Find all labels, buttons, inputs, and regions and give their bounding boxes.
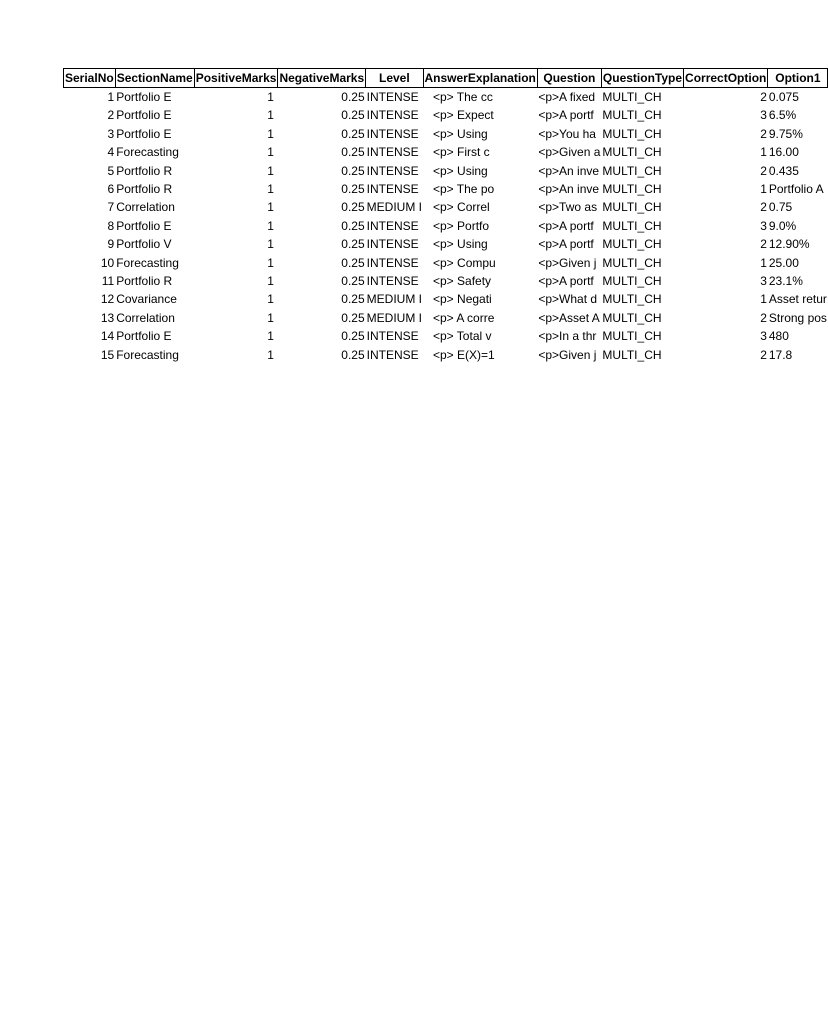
table-cell[interactable]: <p>An inve	[538, 163, 600, 178]
column-header[interactable]: Question	[537, 69, 601, 88]
table-cell[interactable]: Portfolio A	[768, 182, 824, 197]
table-cell[interactable]: 1	[267, 347, 274, 362]
table-cell[interactable]: <p> The cc	[433, 90, 493, 104]
table-cell[interactable]: 15	[100, 347, 115, 362]
table-cell[interactable]: 0.25	[341, 310, 365, 325]
table-cell[interactable]: 1	[267, 274, 274, 289]
table-cell[interactable]: Covariance	[116, 292, 177, 307]
column-header[interactable]: SectionName	[115, 69, 194, 88]
table-cell[interactable]: <p>What d	[538, 292, 598, 307]
table-row	[64, 254, 828, 272]
table-cell[interactable]: 7	[107, 200, 115, 215]
table-cell[interactable]: 0.25	[341, 90, 365, 104]
column-header[interactable]: CorrectOption	[684, 69, 768, 88]
table-cell[interactable]: 25.00	[768, 255, 799, 270]
table-cell[interactable]: 1	[267, 163, 274, 178]
spreadsheet	[63, 68, 828, 364]
column-header[interactable]: PositiveMarks	[194, 69, 278, 88]
table-cell[interactable]: 1	[760, 292, 767, 307]
table-cell[interactable]: Forecasting	[116, 347, 179, 362]
table-cell[interactable]: INTENSE	[366, 347, 419, 362]
table-cell[interactable]: 3	[760, 108, 767, 123]
table-cell[interactable]: <p>A portf	[538, 237, 594, 252]
table-cell[interactable]: Portfolio E	[116, 108, 172, 123]
table-cell[interactable]: Forecasting	[116, 255, 179, 270]
table-row	[64, 180, 828, 198]
table-cell[interactable]: <p> Using	[433, 237, 488, 252]
table-cell[interactable]: 2	[760, 310, 767, 325]
table-cell[interactable]: <p> Total v	[433, 329, 492, 344]
table-cell[interactable]: 17.8	[768, 347, 793, 362]
table-cell[interactable]: 1	[267, 145, 274, 160]
table-row	[64, 162, 828, 180]
table-row	[64, 106, 828, 124]
table-cell[interactable]: MEDIUM I	[366, 292, 422, 307]
table-cell[interactable]: 0.25	[341, 108, 365, 123]
table-cell[interactable]: 1	[267, 108, 274, 123]
table-cell[interactable]: MULTI_CH	[602, 182, 662, 197]
table-cell[interactable]: <p> The po	[433, 182, 495, 197]
table-cell[interactable]: INTENSE	[366, 255, 419, 270]
table-cell[interactable]: MULTI_CH	[602, 347, 662, 362]
table-cell[interactable]: INTENSE	[366, 237, 419, 252]
table-cell[interactable]: 2	[760, 200, 767, 215]
table-cell[interactable]: Portfolio V	[116, 237, 172, 252]
table-cell[interactable]: <p> Expect	[433, 108, 494, 123]
table-cell[interactable]: 12	[100, 292, 115, 307]
table-cell[interactable]: 0.435	[768, 163, 799, 178]
table-cell[interactable]: <p> Correl	[433, 200, 490, 215]
table-cell[interactable]: 0.25	[341, 163, 365, 178]
table-cell[interactable]: 2	[107, 108, 115, 123]
table-cell[interactable]: 1	[760, 145, 767, 160]
table-cell[interactable]: <p>Two as	[538, 200, 598, 215]
table-cell[interactable]: 0.075	[768, 90, 799, 104]
table-cell[interactable]: INTENSE	[366, 274, 419, 289]
table-cell[interactable]: 1	[267, 182, 274, 197]
table-cell[interactable]: 1	[760, 255, 767, 270]
data-table	[63, 68, 828, 364]
table-cell[interactable]: 14	[100, 329, 115, 344]
table-cell[interactable]: 8	[107, 218, 115, 233]
table-cell[interactable]: 1	[267, 329, 274, 344]
column-header[interactable]: AnswerExplanation	[423, 69, 537, 88]
table-cell[interactable]: MULTI_CH	[602, 237, 662, 252]
table-cell[interactable]: <p>In a thr	[538, 329, 597, 344]
table-cell[interactable]: <p> Using	[433, 126, 488, 141]
table-cell[interactable]: 0.25	[341, 182, 365, 197]
table-cell[interactable]: Strong pos	[768, 310, 827, 325]
table-cell[interactable]: MULTI_CH	[602, 329, 662, 344]
table-cell[interactable]: 0.25	[341, 218, 365, 233]
table-cell[interactable]: MULTI_CH	[602, 310, 662, 325]
table-cell[interactable]: 5	[107, 163, 115, 178]
table-cell[interactable]: 16.00	[768, 145, 799, 160]
table-cell[interactable]: Asset retur	[768, 292, 827, 307]
table-cell[interactable]: 2	[760, 347, 767, 362]
table-cell[interactable]: MULTI_CH	[602, 163, 662, 178]
column-header[interactable]: Level	[366, 69, 423, 88]
table-cell[interactable]: INTENSE	[366, 329, 419, 344]
table-cell[interactable]: <p>A portf	[538, 274, 594, 289]
table-cell[interactable]: 1	[107, 90, 115, 104]
table-cell[interactable]: 0.25	[341, 126, 365, 141]
table-cell[interactable]: INTENSE	[366, 163, 419, 178]
table-cell[interactable]: 2	[760, 163, 767, 178]
table-cell[interactable]: INTENSE	[366, 218, 419, 233]
table-cell[interactable]: INTENSE	[366, 126, 419, 141]
table-cell[interactable]: 1	[267, 90, 274, 104]
table-cell[interactable]: 0.75	[768, 200, 793, 215]
table-cell[interactable]: INTENSE	[366, 182, 419, 197]
table-cell[interactable]: <p> A corre	[433, 310, 495, 325]
table-cell[interactable]: MULTI_CH	[602, 108, 662, 123]
table-cell[interactable]: 9	[107, 237, 115, 252]
table-row	[64, 235, 828, 253]
table-cell[interactable]: 1	[267, 200, 274, 215]
table-cell[interactable]: 1	[267, 292, 274, 307]
table-cell[interactable]: 1	[267, 126, 274, 141]
table-cell[interactable]: <p>A fixed	[538, 90, 596, 104]
table-cell[interactable]: MULTI_CH	[602, 274, 662, 289]
table-cell[interactable]: MEDIUM I	[366, 310, 422, 325]
table-row	[64, 309, 828, 327]
table-cell[interactable]: MULTI_CH	[602, 292, 662, 307]
table-cell[interactable]: 2	[760, 90, 767, 104]
table-cell[interactable]: <p>An inve	[538, 182, 600, 197]
table-cell[interactable]: 10	[100, 255, 115, 270]
table-cell[interactable]: <p> First c	[433, 145, 490, 160]
table-cell[interactable]: <p> Negati	[433, 292, 492, 307]
table-cell[interactable]: <p>You ha	[538, 126, 596, 141]
table-cell[interactable]: 0.25	[341, 237, 365, 252]
column-header[interactable]: QuestionType	[601, 69, 683, 88]
table-row	[64, 272, 828, 290]
table-cell[interactable]: 480	[768, 329, 789, 344]
table-cell[interactable]: <p> Portfo	[433, 218, 490, 233]
table-cell[interactable]: INTENSE	[366, 108, 419, 123]
column-header[interactable]: NegativeMarks	[278, 69, 366, 88]
table-cell[interactable]: <p> E(X)=1	[433, 347, 495, 362]
table-cell[interactable]: <p> Compu	[433, 255, 496, 270]
table-cell[interactable]: 1	[267, 255, 274, 270]
table-cell[interactable]: 0.25	[341, 347, 365, 362]
table-cell[interactable]: MEDIUM I	[366, 200, 422, 215]
table-cell[interactable]: MULTI_CH	[602, 218, 662, 233]
table-cell[interactable]: Correlation	[116, 200, 175, 215]
table-cell[interactable]: 9.75%	[768, 126, 803, 141]
table-cell[interactable]: 13	[100, 310, 115, 325]
table-cell[interactable]: <p>A portf	[538, 218, 594, 233]
table-cell[interactable]: <p> Safety	[433, 274, 492, 289]
table-cell[interactable]: <p>Given j	[538, 255, 597, 270]
table-body	[64, 88, 828, 365]
table-cell[interactable]: 1	[760, 182, 767, 197]
table-cell[interactable]: 3	[760, 274, 767, 289]
table-cell[interactable]: MULTI_CH	[602, 255, 662, 270]
column-header[interactable]: SerialNo	[64, 69, 116, 88]
table-cell[interactable]: MULTI_CH	[602, 200, 662, 215]
table-cell[interactable]: 2	[760, 237, 767, 252]
table-cell[interactable]: Portfolio E	[116, 218, 172, 233]
table-cell[interactable]: Portfolio E	[116, 126, 172, 141]
table-cell[interactable]: 2	[760, 126, 767, 141]
table-cell[interactable]: 6.5%	[768, 108, 797, 123]
table-cell[interactable]: 11	[101, 274, 115, 289]
table-row	[64, 88, 828, 107]
table-cell[interactable]: 4	[107, 145, 115, 160]
table-cell[interactable]: <p>A portf	[538, 108, 594, 123]
table-cell[interactable]: <p> Using	[433, 163, 488, 178]
table-cell[interactable]: MULTI_CH	[602, 126, 662, 141]
table-cell[interactable]: MULTI_CH	[602, 90, 662, 104]
table-cell[interactable]: 3	[760, 218, 767, 233]
table-cell[interactable]: <p>Given j	[538, 347, 597, 362]
table-cell[interactable]: 0.25	[341, 292, 365, 307]
table-cell[interactable]: Portfolio R	[116, 163, 173, 178]
table-cell[interactable]: 1	[267, 310, 274, 325]
table-row	[64, 198, 828, 216]
table-cell[interactable]: MULTI_CH	[602, 145, 662, 160]
table-cell[interactable]: 0.25	[341, 200, 365, 215]
column-header[interactable]: Option1	[768, 69, 828, 88]
table-cell[interactable]: INTENSE	[366, 145, 419, 160]
table-cell[interactable]: Correlation	[116, 310, 175, 325]
table-row	[64, 217, 828, 235]
table-cell[interactable]: 9.0%	[768, 218, 797, 233]
table-cell[interactable]: INTENSE	[366, 90, 419, 104]
table-cell[interactable]: 1	[267, 237, 274, 252]
table-cell[interactable]: 6	[107, 182, 115, 197]
header-row	[64, 69, 828, 88]
table-row	[64, 290, 828, 308]
table-cell[interactable]: 0.25	[341, 255, 365, 270]
table-cell[interactable]: 3	[760, 329, 767, 344]
table-cell[interactable]: Portfolio R	[116, 274, 173, 289]
table-cell[interactable]: Portfolio R	[116, 182, 173, 197]
table-cell[interactable]: 0.25	[341, 274, 365, 289]
table-row	[64, 346, 828, 364]
table-row	[64, 125, 828, 143]
table-cell[interactable]: <p>Given a	[538, 145, 601, 160]
table-cell[interactable]: 12.90%	[768, 237, 810, 252]
table-cell[interactable]: Forecasting	[116, 145, 179, 160]
table-cell[interactable]: 0.25	[341, 145, 365, 160]
table-cell[interactable]: 0.25	[341, 329, 365, 344]
table-row	[64, 143, 828, 161]
table-cell[interactable]: Portfolio E	[116, 329, 172, 344]
table-cell[interactable]: 23.1%	[768, 274, 803, 289]
table-cell[interactable]: 3	[107, 126, 115, 141]
table-cell[interactable]: Portfolio E	[116, 90, 172, 104]
table-cell[interactable]: 1	[267, 218, 274, 233]
table-row	[64, 327, 828, 345]
table-cell[interactable]: <p>Asset A	[538, 310, 600, 325]
